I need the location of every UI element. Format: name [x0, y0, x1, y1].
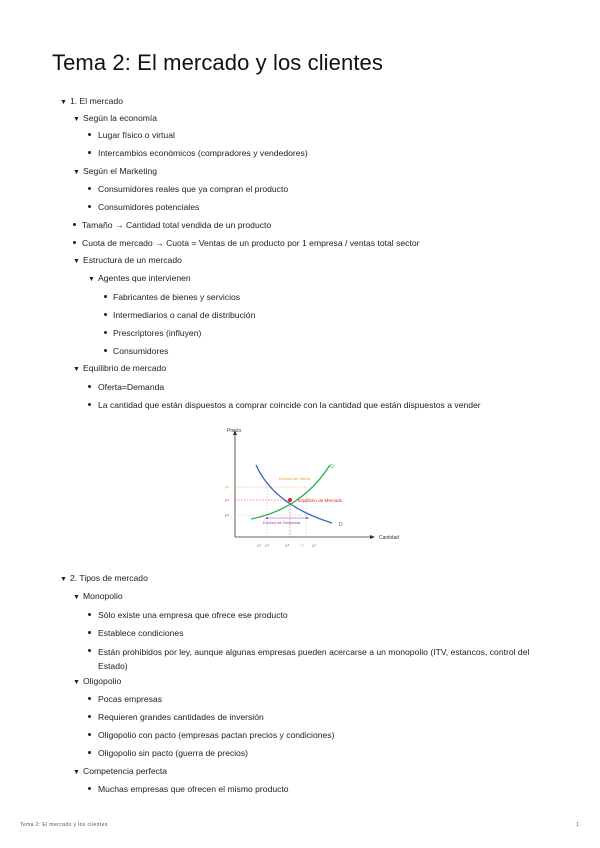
collapse-triangle-icon[interactable]: ▼ [60, 99, 67, 106]
list-item: Muchas empresas que ofrecen el mismo producto [98, 784, 289, 794]
toggle-marketing[interactable]: ▼ Según el Marketing [73, 166, 158, 176]
bullet-icon [88, 133, 91, 136]
list-item: Establece condiciones [98, 628, 184, 638]
collapse-triangle-icon[interactable]: ▼ [73, 169, 80, 176]
list-item: Fabricantes de bienes y servicios [113, 292, 241, 302]
quantity-tick: C¹ [257, 543, 262, 548]
bullet-icon [73, 223, 76, 226]
collapse-triangle-icon[interactable]: ▼ [60, 576, 67, 583]
collapse-triangle-icon[interactable]: ▼ [73, 679, 80, 686]
bullet-icon [88, 385, 91, 388]
list-item: Consumidores reales que ya compran el producto [98, 184, 289, 194]
x-axis-label: Cantidad [379, 535, 400, 541]
bullet-icon [88, 733, 91, 736]
bullet-icon [88, 205, 91, 208]
bullet-icon [88, 631, 91, 634]
bullet-icon [88, 151, 91, 154]
toggle-equilibrio[interactable]: ▼ Equilibrio de mercado [73, 363, 167, 373]
list-item: Lugar físico o virtual [98, 130, 175, 140]
bullet-icon [104, 331, 107, 334]
annotation-equilibrio: Equilibrio de Mercado [298, 498, 343, 503]
page-title: Tema 2: El mercado y los clientes [52, 50, 383, 75]
list-item: Oligopolio con pacto (empresas pactan precios y condiciones) [98, 730, 335, 740]
series-label-O: O [330, 464, 334, 470]
x-axis-arrow-icon [370, 535, 375, 539]
toggle-estructura[interactable]: ▼ Estructura de un mercado [73, 255, 182, 265]
list-item: Intermediarios o canal de distribución [113, 310, 256, 320]
list-item: Prescriptores (influyen) [113, 328, 202, 338]
toggle-economia[interactable]: ▼ Según la economía [73, 113, 158, 123]
quantity-tick: C² [300, 543, 305, 548]
bullet-icon [88, 403, 91, 406]
footer-title: Tema 2: El mercado y los clientes [20, 822, 108, 828]
bullet-icon [73, 241, 76, 244]
arrow-right-icon [306, 517, 309, 519]
price-tick-p2: P² [225, 485, 229, 490]
list-item-tamano: Tamaño → Cantidad total vendida de un producto [82, 220, 272, 230]
annotation-exceso-oferta: Exceso de Oferta [279, 476, 310, 481]
annotation-exceso-demanda: Exceso de Demanda [263, 520, 301, 525]
list-item: Consumidores potenciales [98, 202, 200, 212]
collapse-triangle-icon[interactable]: ▼ [73, 258, 80, 265]
toggle-oligopolio[interactable]: ▼ Oligopolio [73, 676, 122, 686]
bullet-icon [88, 715, 91, 718]
bullet-icon [88, 697, 91, 700]
list-item: Intercambios económicos (compradores y vendedores) [98, 148, 308, 158]
bullet-icon [104, 313, 107, 316]
collapse-triangle-icon[interactable]: ▼ [88, 276, 95, 283]
quantity-tick: C³ [285, 543, 290, 548]
collapse-triangle-icon[interactable]: ▼ [73, 366, 80, 373]
list-item: Requieren grandes cantidades de inversión [98, 712, 264, 722]
list-item: Están prohibidos por ley, aunque algunas empresas pueden acercarse a un monopolio (ITV, estancos, control del Estado) [98, 647, 530, 671]
list-item: Consumidores [113, 346, 169, 356]
toggle-agentes[interactable]: ▼ Agentes que intervienen [88, 273, 191, 283]
toggle-monopolio[interactable]: ▼ Monopolio [73, 591, 123, 601]
collapse-triangle-icon[interactable]: ▼ [73, 116, 80, 123]
quantity-tick: C² [265, 543, 270, 548]
footer-page-number: 1 [576, 822, 580, 828]
bullet-icon [88, 187, 91, 190]
section-1-heading[interactable]: ▼ 1. El mercado [60, 96, 124, 106]
series-label-D: D [339, 522, 343, 528]
bullet-icon [88, 787, 91, 790]
list-item: Sólo existe una empresa que ofrece ese producto [98, 610, 288, 620]
equilibrium-chart [222, 423, 410, 554]
section-2-heading[interactable]: ▼ 2. Tipos de mercado [60, 573, 148, 583]
supply-curve [251, 465, 330, 519]
bullet-icon [88, 751, 91, 754]
list-item: La cantidad que están dispuestos a comprar coincide con la cantidad que están dispuestos a vender [98, 400, 481, 410]
equilibrium-point [288, 498, 292, 502]
quantity-tick: C¹ [312, 543, 317, 548]
list-item: Pocas empresas [98, 694, 163, 704]
bullet-icon [104, 349, 107, 352]
collapse-triangle-icon[interactable]: ▼ [73, 594, 80, 601]
toggle-competencia[interactable]: ▼ Competencia perfecta [73, 766, 168, 776]
bullet-icon [104, 295, 107, 298]
list-item: Oferta=Demanda [98, 382, 165, 392]
list-item: Oligopolio sin pacto (guerra de precios) [98, 748, 248, 758]
price-tick-p1: P¹ [225, 498, 229, 503]
arrow-left-icon [265, 517, 268, 519]
collapse-triangle-icon[interactable]: ▼ [73, 769, 80, 776]
list-item-cuota: Cuota de mercado → Cuota = Ventas de un producto por 1 empresa / ventas total sector [82, 238, 420, 248]
bullet-icon [88, 649, 91, 652]
bullet-icon [88, 613, 91, 616]
y-axis-label: Precio [227, 428, 242, 434]
price-tick-p3: P³ [225, 513, 229, 518]
